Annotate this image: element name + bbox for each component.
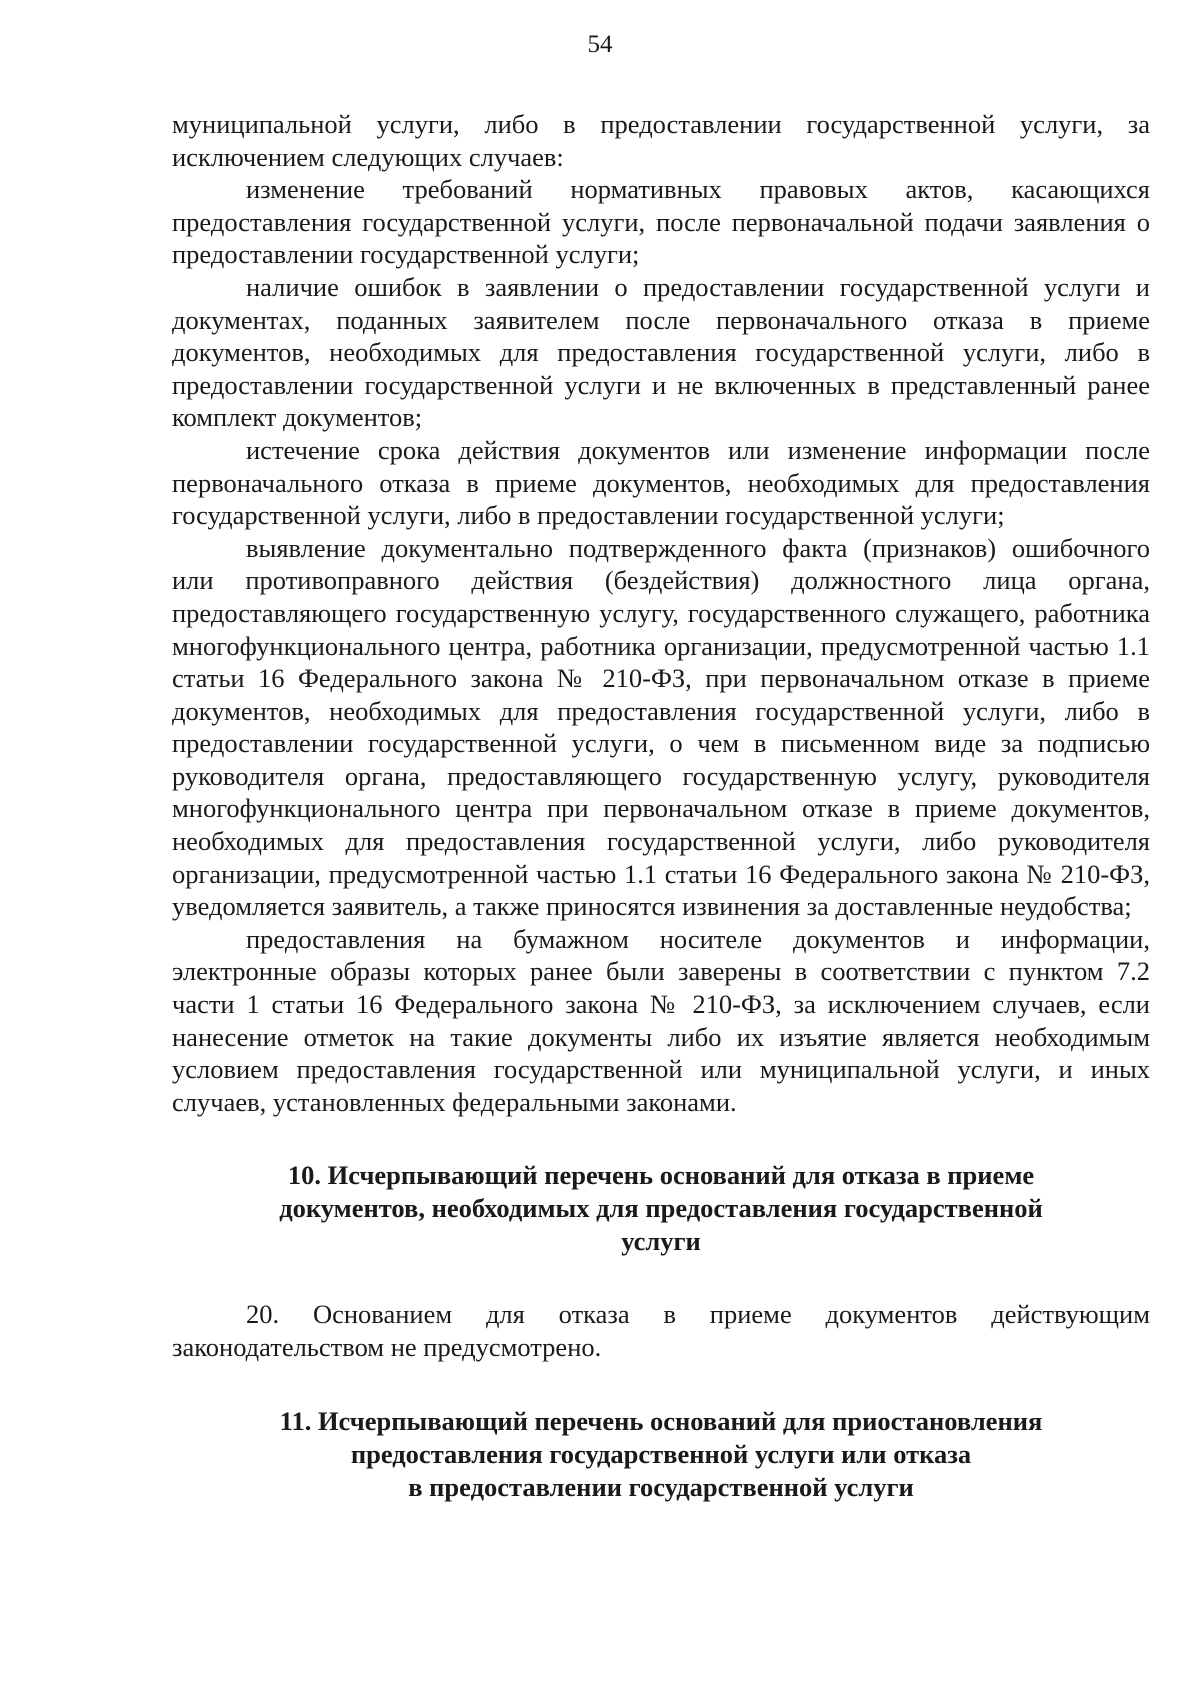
section-10-heading	[172, 1159, 1150, 1257]
page-number: 54	[587, 31, 613, 58]
page-content	[172, 108, 1150, 1503]
list-item-regulation-change: изменение требований нормативных правовых актов, касающихся предоставления государственной услуги, после первоначальной подачи заявления о предоставлении государственной услуги;	[172, 174, 1150, 270]
list-item-application-errors: наличие ошибок в заявлении о предоставлении государственной услуги и документах, поданных заявителем после первоначального отказа в приеме документов, необходимых для предоставления государственной услуги, либо в предоставлении государственной услуги и не включенных в представленный ранее комплект документов;	[172, 271, 1150, 433]
paragraph-continuation: муниципальной услуги, либо в предоставлении государственной услуги, за исключением следующих случаев:	[172, 109, 1150, 172]
section-10-heading-line: услуги	[621, 1225, 701, 1256]
section-10-body	[172, 1298, 1150, 1363]
section-11-heading-line: 11. Исчерпывающий перечень оснований для приостановления	[279, 1406, 1043, 1437]
section-11-heading	[172, 1405, 1150, 1503]
section-10-heading-line: документов, необходимых для предоставления государственной	[279, 1193, 1043, 1223]
list-item-paper-documents: предоставления на бумажном носителе документов и информации, электронные образы которых ранее были заверены в соответствии с пунктом 7.2 части 1 статьи 16 Федерального закона № 210-ФЗ, за исключением случаев, если нанесение отметок на такие документы либо их изъятие является необходимым условием предоставления государственной или муниципальной услуги, и иных случаев, установленных федеральными законами.	[172, 923, 1150, 1117]
list-item-erroneous-action: выявление документально подтвержденного факта (признаков) ошибочного или противоправного действия (бездействия) должностного лица органа, предоставляющего государственную услугу, государственного служащего, работника многофункционального центра, работника организации, предусмотренной частью 1.1 статьи 16 Федерального закона № 210-ФЗ, при первоначальном отказе в приеме документов, необходимых для предоставления государственной услуги, либо в предоставлении государственной услуги, о чем в письменном виде за подписью руководителя органа, предоставляющего государственную услугу, руководителя многофункционального центра при первоначальном отказе в приеме документов, необходимых для предоставления государственной услуги, либо руководителя организации, предусмотренной частью 1.1 статьи 16 Федерального закона № 210-ФЗ, уведомляется заявитель, а также приносятся извинения за доставленные неудобства;	[172, 532, 1150, 922]
paragraph-20: 20. Основанием для отказа в приеме документов действующим законодательством не предусмотрено.	[172, 1299, 1150, 1362]
list-item-document-expiry: истечение срока действия документов или изменение информации после первоначального отказа в приеме документов, необходимых для предоставления государственной услуги, либо в предоставлении государственной услуги;	[172, 434, 1150, 531]
body-text	[172, 108, 1150, 1118]
section-11-heading-line: предоставления государственной услуги или отказа	[350, 1438, 972, 1469]
section-10-heading-line: 10. Исчерпывающий перечень оснований для отказа в приеме	[287, 1160, 1035, 1191]
section-11-heading-line: в предоставлении государственной услуги	[408, 1471, 914, 1502]
